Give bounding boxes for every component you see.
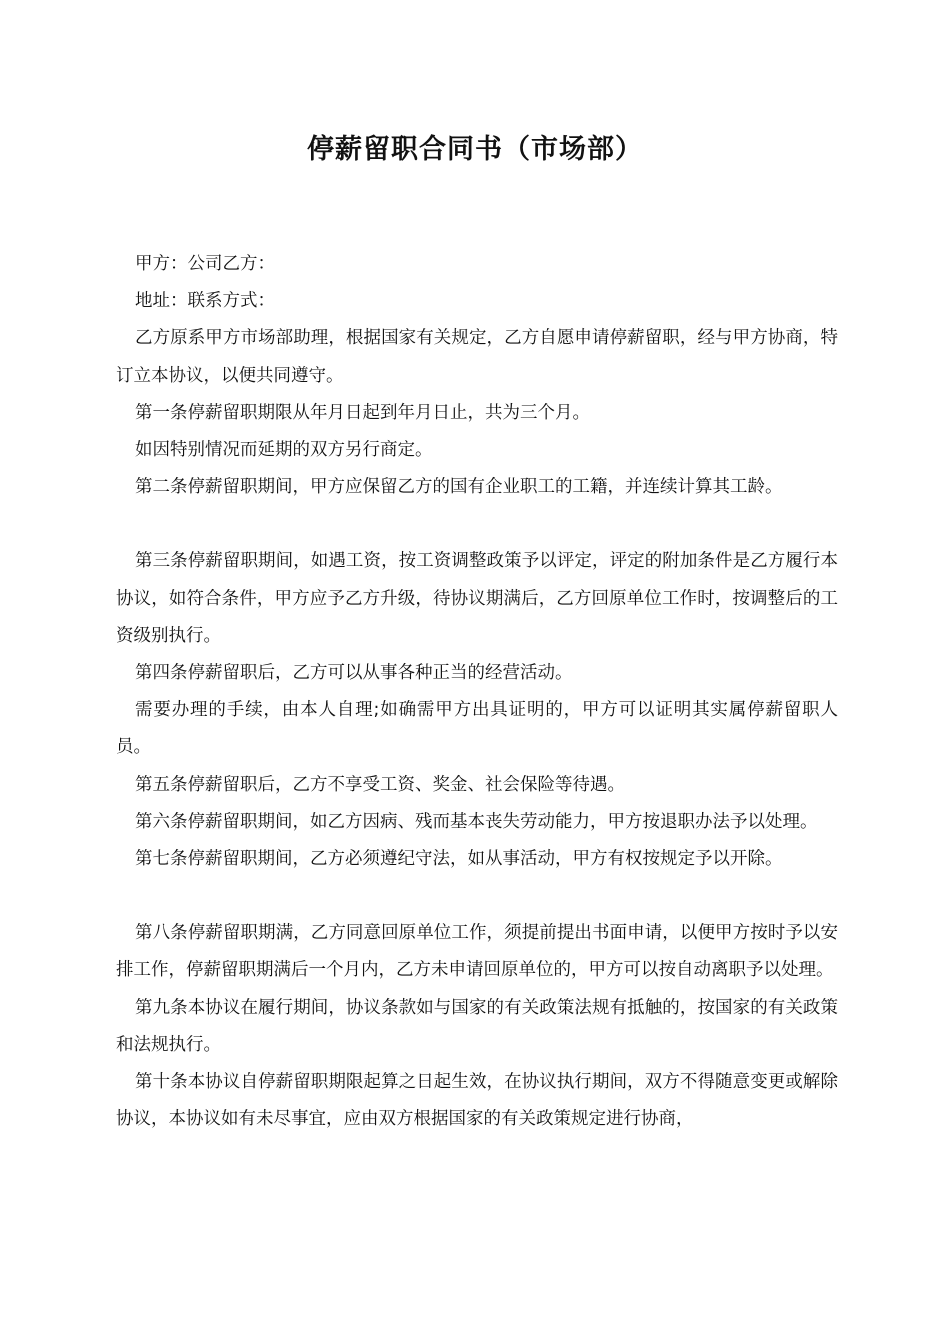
article-2: 第二条停薪留职期间，甲方应保留乙方的国有企业职工的工籍，并连续计算其工龄。 bbox=[135, 477, 783, 498]
article-4: 第四条停薪留职后，乙方可以从事各种正当的经营活动。 bbox=[135, 663, 573, 684]
article-3: 第三条停薪留职期间，如遇工资，按工资调整政策予以评定，评定的附加条件是乙方履行本协议，如符合条件，甲方应予乙方升级，待协议期满后，乙方回原单位工作时，按调整后的工资级别执行。 bbox=[116, 551, 838, 646]
address-line: 地址：联系方式： bbox=[135, 291, 275, 312]
article-1: 第一条停薪留职期限从年月日起到年月日止，共为三个月。 bbox=[135, 402, 590, 423]
article-9: 第九条本协议在履行期间，协议条款如与国家的有关政策法规有抵触的，按国家的有关政策和法规执行。 bbox=[116, 997, 838, 1055]
article-10: 第十条本协议自停薪留职期限起算之日起生效，在协议执行期间，双方不得随意变更或解除协议，本协议如有未尽事宜，应由双方根据国家的有关政策规定进行协商， bbox=[116, 1072, 838, 1130]
preamble-paragraph: 乙方原系甲方市场部助理，根据国家有关规定，乙方自愿申请停薪留职，经与甲方协商，特订立本协议，以便共同遵守。 bbox=[116, 328, 838, 386]
document-body bbox=[116, 246, 838, 1138]
article-4-note: 需要办理的手续，由本人自理;如确需甲方出具证明的，甲方可以证明其实属停薪留职人员。 bbox=[116, 700, 838, 758]
article-1-note: 如因特别情况而延期的双方另行商定。 bbox=[135, 440, 433, 461]
document-title: 停薪留职合同书（市场部） bbox=[307, 134, 643, 165]
article-7: 第七条停薪留职期间，乙方必须遵纪守法，如从事活动，甲方有权按规定予以开除。 bbox=[135, 849, 783, 870]
article-6: 第六条停薪留职期间，如乙方因病、残而基本丧失劳动能力，甲方按退职办法予以处理。 bbox=[135, 811, 818, 832]
party-line: 甲方：公司乙方： bbox=[135, 254, 275, 274]
article-8: 第八条停薪留职期满，乙方同意回原单位工作，须提前提出书面申请，以便甲方按时予以安排工作，停薪留职期满后一个月内，乙方未申请回原单位的，甲方可以按自动离职予以处理。 bbox=[116, 923, 838, 981]
article-5: 第五条停薪留职后，乙方不享受工资、奖金、社会保险等待遇。 bbox=[135, 774, 625, 795]
